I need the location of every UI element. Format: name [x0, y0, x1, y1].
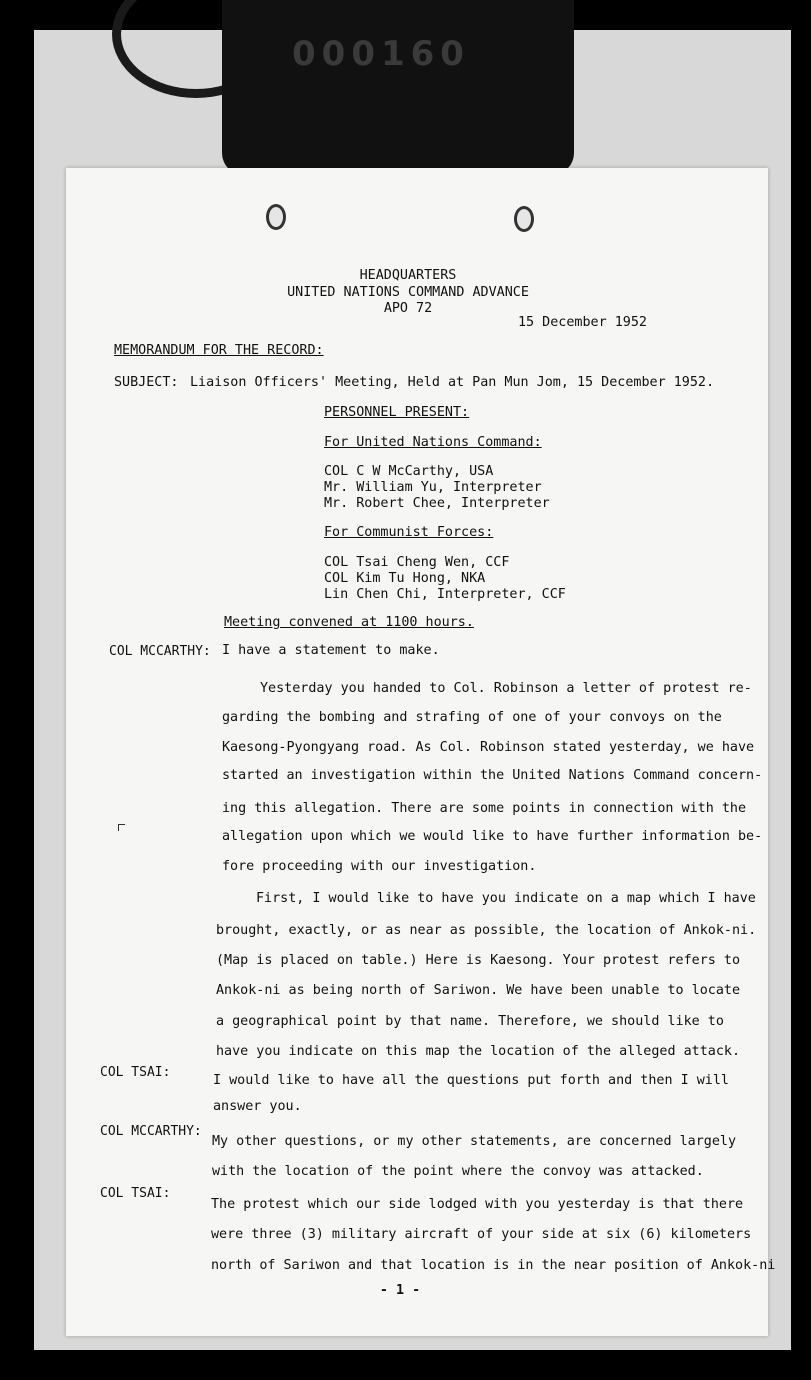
cf-heading: For Communist Forces:	[324, 525, 494, 540]
margin-mark	[118, 824, 125, 831]
transcript-line: fore proceeding with our investigation.	[222, 859, 537, 874]
transcript-line: Kaesong-Pyongyang road. As Col. Robinson stated yesterday, we have	[222, 740, 755, 755]
header-line-1: HEADQUARTERS	[359, 268, 457, 283]
transcript-line: ing this allegation. There are some points in connection with the	[222, 801, 747, 816]
transcript-line: I would like to have all the questions put forth and then I will	[213, 1073, 729, 1088]
personnel-heading: PERSONNEL PRESENT:	[324, 405, 470, 420]
transcript-line: north of Sariwon and that location is in the near position of Ankok-ni	[211, 1258, 776, 1273]
transcript-line: First, I would like to have you indicate on a map which I have	[256, 891, 756, 906]
memo-title: MEMORANDUM FOR THE RECORD:	[114, 343, 324, 358]
transcript-line: answer you.	[213, 1099, 302, 1114]
header-line-3: APO 72	[383, 301, 433, 316]
un-heading: For United Nations Command:	[324, 435, 542, 450]
binder-clip	[222, 0, 574, 175]
speaker-label: COL MCCARTHY:	[100, 1124, 202, 1139]
transcript-line: allegation upon which we would like to have further information be-	[222, 829, 763, 844]
transcript-line: started an investigation within the United Nations Command concern-	[222, 768, 763, 783]
speaker-label: COL TSAI:	[100, 1065, 171, 1080]
cf-member: COL Kim Tu Hong, NKA	[324, 571, 486, 586]
transcript-line: (Map is placed on table.) Here is Kaesong. Your protest refers to	[216, 953, 741, 968]
transcript-line: I have a statement to make.	[222, 643, 440, 658]
transcript-line: The protest which our side lodged with you yesterday is that there	[211, 1197, 744, 1212]
cf-member: Lin Chen Chi, Interpreter, CCF	[324, 587, 566, 602]
un-member: Mr. Robert Chee, Interpreter	[324, 496, 550, 511]
clip-number: 000160	[292, 34, 470, 74]
memo-page	[66, 168, 776, 1336]
transcript-line: were three (3) military aircraft of your side at six (6) kilometers	[211, 1227, 752, 1242]
transcript-line: garding the bombing and strafing of one of your convoys on the	[222, 710, 722, 725]
meeting-convened: Meeting convened at 1100 hours.	[224, 615, 474, 630]
un-member: Mr. William Yu, Interpreter	[324, 480, 542, 495]
speaker-label: COL TSAI:	[100, 1186, 171, 1201]
subject-label: SUBJECT:	[114, 375, 179, 390]
header-line-2: UNITED NATIONS COMMAND ADVANCE	[287, 285, 529, 300]
speaker-label: COL MCCARTHY:	[109, 644, 211, 659]
punch-hole-left	[266, 204, 286, 230]
transcript-line: My other questions, or my other statements, are concerned largely	[212, 1134, 737, 1149]
transcript-line: Yesterday you handed to Col. Robinson a letter of protest re-	[260, 681, 752, 696]
transcript-line: have you indicate on this map the location of the alleged attack.	[216, 1044, 741, 1059]
transcript-line: a geographical point by that name. Therefore, we should like to	[216, 1014, 724, 1029]
subject-text: Liaison Officers' Meeting, Held at Pan Mun Jom, 15 December 1952.	[190, 375, 715, 390]
transcript-line: brought, exactly, or as near as possible, the location of Ankok-ni.	[216, 923, 757, 938]
page-number: - 1 -	[379, 1283, 421, 1298]
punch-hole-right	[514, 206, 534, 232]
transcript-line: with the location of the point where the convoy was attacked.	[212, 1164, 704, 1179]
un-member: COL C W McCarthy, USA	[324, 464, 494, 479]
transcript-line: Ankok-ni as being north of Sariwon. We have been unable to locate	[216, 983, 741, 998]
cf-member: COL Tsai Cheng Wen, CCF	[324, 555, 510, 570]
memo-date: 15 December 1952	[518, 315, 647, 330]
